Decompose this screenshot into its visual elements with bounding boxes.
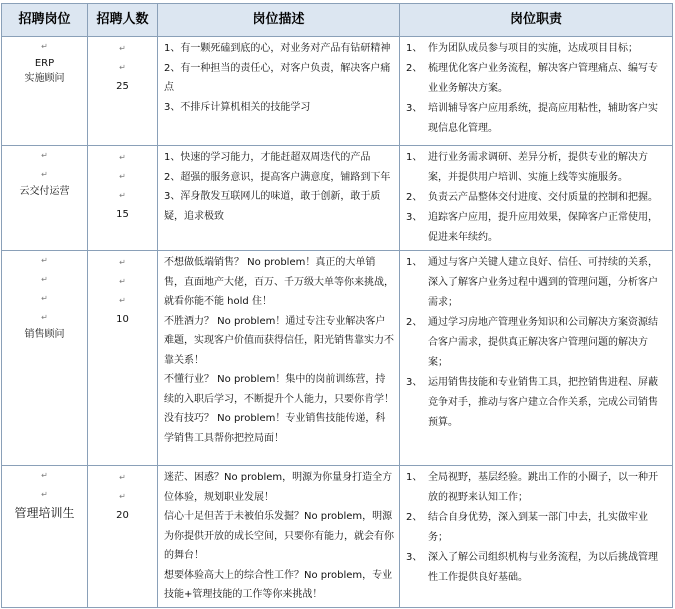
paragraph-mark-icon: ↵ xyxy=(119,153,126,162)
paragraph-mark-icon: ↵ xyxy=(41,275,48,284)
duty-text: 负责云产品整体交付进度、交付质量的控制和把握。 xyxy=(428,192,658,203)
duties-cell xyxy=(400,251,673,466)
count-cell xyxy=(88,466,158,608)
paragraph-mark-icon: ↵ xyxy=(119,473,126,482)
position-name: 销售顾问 xyxy=(24,329,65,340)
paragraph-mark-icon: ↵ xyxy=(119,258,126,267)
description-line: 迷茫、困惑？No problem，明源为你量身打造全方位体验，规划职业发展！ xyxy=(164,472,393,503)
duty-text: 通过学习房地产管理业务知识和公司解决方案资源结合客户需求，提供真正解决客户管理问题的解决方案； xyxy=(428,317,658,368)
position-name: 管理培训生 xyxy=(14,506,75,520)
recruitment-table xyxy=(1,3,673,608)
duty-number: 3、 xyxy=(406,103,423,114)
duty-text: 结合自身优势，深入到某一部门中去，扎实做牢业务； xyxy=(428,512,648,543)
paragraph-mark-icon: ↵ xyxy=(41,490,48,499)
duty-item xyxy=(406,59,666,99)
paragraph-mark-icon: ↵ xyxy=(41,294,48,303)
position-cell xyxy=(2,466,88,608)
paragraph-mark-icon: ↵ xyxy=(119,296,126,305)
duty-number: 2、 xyxy=(406,512,423,523)
paragraph-mark-icon: ↵ xyxy=(119,492,126,501)
header-row xyxy=(2,4,673,37)
duties-cell xyxy=(400,146,673,251)
paragraph-mark-icon: ↵ xyxy=(41,256,48,265)
count-value: 10 xyxy=(116,314,129,325)
duty-item xyxy=(406,253,666,313)
duty-item xyxy=(406,99,666,139)
duty-number: 2、 xyxy=(406,317,423,328)
description-line: 2、超强的服务意识，提高客户满意度，铺路到下年 xyxy=(164,171,391,183)
duty-item xyxy=(406,548,666,588)
count-value: 15 xyxy=(116,209,129,220)
description-line: 3、不排斥计算机相关的技能学习 xyxy=(164,101,311,113)
paragraph-mark-icon: ↵ xyxy=(41,313,48,322)
count-value: 25 xyxy=(116,81,129,92)
duty-text: 运用销售技能和专业销售工具，把控销售进程、屏蔽竞争对手，推动与客户建立合作关系，完成公司销售预算。 xyxy=(428,377,658,428)
duties-cell xyxy=(400,466,673,608)
description-line: 2、有一种担当的责任心，对客户负责，解决客户痛点 xyxy=(164,62,391,93)
duty-number: 3、 xyxy=(406,552,423,563)
paragraph-mark-icon: ↵ xyxy=(41,170,48,179)
paragraph-mark-icon: ↵ xyxy=(41,42,48,51)
duty-text: 全局视野，基层经验。跳出工作的小圈子，以一种开放的视野来认知工作； xyxy=(428,472,658,503)
paragraph-mark-icon: ↵ xyxy=(119,63,126,72)
description-cell xyxy=(158,146,400,251)
description-line: 想要体验高大上的综合性工作？No problem，专业技能+管理技能的工作等你来挑战！ xyxy=(164,569,393,600)
count-cell xyxy=(88,146,158,251)
duty-text: 梳理优化客户业务流程，解决客户管理痛点、编写专业业务解决方案。 xyxy=(428,63,658,94)
duty-number: 1、 xyxy=(406,257,423,268)
paragraph-mark-icon: ↵ xyxy=(119,172,126,181)
header-count: 招聘人数 xyxy=(88,4,158,37)
position-cell xyxy=(2,37,88,146)
duty-number: 1、 xyxy=(406,43,423,54)
paragraph-mark-icon: ↵ xyxy=(41,151,48,160)
table-row xyxy=(2,466,673,608)
table-row xyxy=(2,251,673,466)
count-cell xyxy=(88,37,158,146)
position-cell xyxy=(2,146,88,251)
table-row xyxy=(2,37,673,146)
description-line: 信心十足但苦于未被伯乐发掘？No problem，明源为你提供开放的成长空间，只要你有能力，就会有你的舞台！ xyxy=(164,511,394,561)
position-name: ERP xyxy=(34,58,55,69)
position-cell xyxy=(2,251,88,466)
duty-text: 培训辅导客户应用系统，提高应用粘性，辅助客户实现信息化管理。 xyxy=(428,103,658,134)
duty-text: 深入了解公司组织机构与业务流程，为以后挑战管理性工作提供良好基础。 xyxy=(428,552,658,583)
count-cell xyxy=(88,251,158,466)
duty-text: 进行业务需求调研、差异分析，提供专业的解决方案，并提供用户培训、实施上线等实施服务。 xyxy=(428,152,648,183)
duty-item xyxy=(406,208,666,248)
description-cell xyxy=(158,251,400,466)
position-name: 云交付运营 xyxy=(19,186,70,197)
duty-item xyxy=(406,508,666,548)
description-line: 1、有一颗死磕到底的心，对业务对产品有钻研精神 xyxy=(164,43,391,54)
description-line: 1、快速的学习能力，才能赶超双周迭代的产品 xyxy=(164,152,371,163)
duty-number: 3、 xyxy=(406,212,423,223)
description-line: 不胜酒力？ No problem！通过专注专业解决客户难题，实现客户价值而获得信任，阳光销售靠实力不靠关系！ xyxy=(164,315,394,366)
duty-item xyxy=(406,313,666,373)
count-value: 20 xyxy=(116,510,129,521)
duty-item xyxy=(406,148,666,188)
duty-number: 2、 xyxy=(406,192,423,203)
duty-item xyxy=(406,39,666,59)
header-description: 岗位描述 xyxy=(158,4,400,37)
duty-text: 作为团队成员参与项目的实施，达成项目目标； xyxy=(428,43,638,54)
description-cell xyxy=(158,37,400,146)
description-line: 不想做低端销售？ No problem！真正的大单销售，直面地产大佬，百万、千万级大单等你来挑战，就看你能不能 hold 住！ xyxy=(164,257,394,307)
description-cell xyxy=(158,466,400,608)
duties-cell xyxy=(400,37,673,146)
duty-item xyxy=(406,468,666,508)
duty-item xyxy=(406,188,666,208)
paragraph-mark-icon: ↵ xyxy=(119,191,126,200)
description-line: 没有技巧？ No problem！专业销售技能传递，科学销售工具帮你把控局面！ xyxy=(164,413,386,444)
duty-text: 通过与客户关键人建立良好、信任、可持续的关系，深入了解客户业务过程中遇到的管理问题，分析客户需求； xyxy=(428,257,658,308)
duty-item xyxy=(406,373,666,433)
position-name-line2: 实施顾问 xyxy=(24,73,65,84)
duty-number: 1、 xyxy=(406,152,423,163)
duty-number: 2、 xyxy=(406,63,423,74)
paragraph-mark-icon: ↵ xyxy=(41,471,48,480)
paragraph-mark-icon: ↵ xyxy=(119,277,126,286)
description-line: 3、浑身散发互联网儿的味道，敢于创新，敢于质疑，追求极致 xyxy=(164,191,381,222)
duty-text: 追踪客户应用，提升应用效果，保障客户正常使用，促进来年续约。 xyxy=(428,212,658,243)
duty-number: 3、 xyxy=(406,377,423,388)
header-position: 招聘岗位 xyxy=(2,4,88,37)
table-row xyxy=(2,146,673,251)
header-duties: 岗位职责 xyxy=(400,4,673,37)
duty-number: 1、 xyxy=(406,472,423,483)
description-line: 不懂行业？ No problem！集中的岗前训练营，持续的入职后学习，不断提升个人能力，只要你肯学！ xyxy=(164,374,394,405)
paragraph-mark-icon: ↵ xyxy=(119,44,126,53)
